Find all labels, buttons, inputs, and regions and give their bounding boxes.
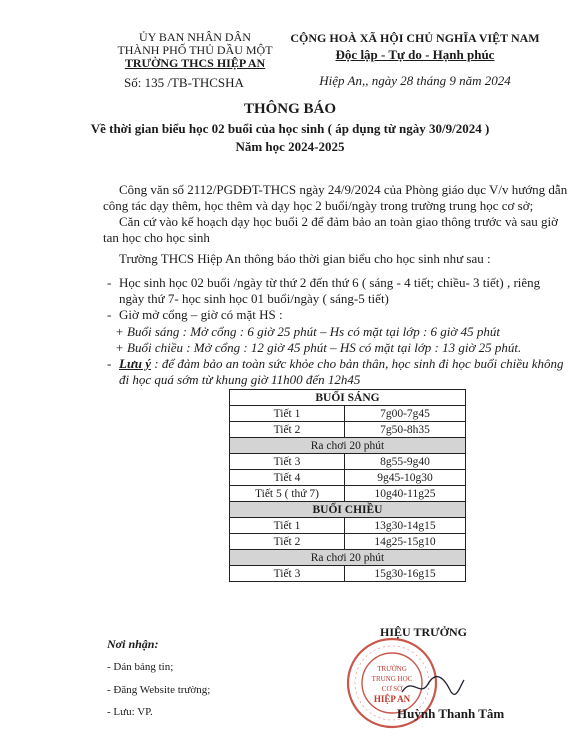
bullet-dash: -	[107, 356, 112, 371]
table-row	[230, 438, 466, 454]
break-row: Ra chơi 20 phút	[230, 438, 466, 454]
stamp-text-line-1: TRƯỜNG	[377, 665, 407, 673]
document-date: Hiệp An,, ngày 28 tháng 9 năm 2024	[319, 73, 511, 88]
paragraph-3: Trường THCS Hiệp An thông báo thời gian biểu cho học sinh như sau :	[119, 251, 491, 266]
national-title: CỘNG HOÀ XÃ HỘI CHỦ NGHĨA VIỆT NAM	[290, 31, 540, 45]
document-title: THÔNG BÁO	[243, 101, 337, 117]
time-cell: 8g55-9g40	[345, 454, 466, 470]
time-cell: 7g50-8h35	[345, 422, 466, 438]
table-row	[230, 550, 466, 566]
signature	[398, 672, 468, 700]
morning-gate-time: + Buổi sáng : Mở cổng : 6 giờ 25 phút – Hs có mặt tại lớp : 6 giờ 45 phút	[115, 324, 500, 339]
bullet-dash: -	[107, 275, 112, 290]
table-row	[230, 422, 466, 438]
table-row	[230, 502, 466, 518]
recipient-item: - Lưu: VP.	[107, 706, 153, 718]
bullet-2: Giờ mở cổng – giờ có mặt HS :	[119, 307, 283, 322]
table-row	[230, 566, 466, 582]
time-cell: 13g30-14g15	[345, 518, 466, 534]
period-cell: Tiết 2	[230, 534, 345, 550]
stamp-text-line-3: CƠ SỞ	[381, 685, 403, 693]
paragraph-2-line-1: Căn cứ vào kế hoạch dạy học buổi 2 để đảm bảo an toàn giao thông trước và sau giờ	[119, 214, 559, 229]
recipient-item: - Đăng Website trường;	[107, 684, 211, 696]
issuer-line-1: ỦY BAN NHÂN DÂN	[139, 30, 251, 44]
national-motto: Độc lập - Tự do - Hạnh phúc	[335, 47, 495, 62]
note-line-2: đi học quá sớm từ khung giờ 11h00 đến 12h45	[119, 372, 361, 387]
morning-header: BUỔI SÁNG	[230, 390, 466, 406]
stamp-text-line-4: HIỆP AN	[373, 694, 411, 704]
afternoon-header: BUỔI CHIỀU	[230, 502, 466, 518]
document-number: Số: 135 /TB-THCSHA	[124, 75, 244, 90]
table-row	[230, 470, 466, 486]
break-row: Ra chơi 20 phút	[230, 550, 466, 566]
recipient-item: - Dán bảng tin;	[107, 661, 174, 673]
paragraph-2-line-2: tan học cho học sinh	[103, 230, 210, 245]
period-cell: Tiết 5 ( thứ 7)	[230, 486, 345, 502]
afternoon-gate-time: + Buổi chiều : Mở cổng : 12 giờ 45 phút – HS có mặt tại lớp : 13 giờ 25 phút.	[115, 340, 522, 355]
note-label: Lưu ý	[119, 356, 151, 371]
bullet-1-line-2: ngày thứ 7- học sinh học 01 buổi/ngày ( sáng-5 tiết)	[119, 291, 389, 306]
table-row	[230, 390, 466, 406]
signer-title: HIỆU TRƯỞNG	[380, 625, 468, 639]
signer-name: Huỳnh Thanh Tâm	[397, 706, 505, 721]
note-line-1	[119, 356, 564, 372]
time-cell: 9g45-10g30	[345, 470, 466, 486]
school-name: TRƯỜNG THCS HIỆP AN	[124, 56, 266, 70]
note-text: : để đảm bảo an toàn sức khỏe cho bản thân, học sinh đi học buổi chiều không	[154, 356, 564, 371]
school-year: Năm học 2024-2025	[235, 139, 345, 154]
recipients-label: Nơi nhận:	[107, 637, 159, 651]
period-cell: Tiết 4	[230, 470, 345, 486]
schedule-table	[229, 389, 466, 582]
table-row	[230, 486, 466, 502]
issuer-line-2: THÀNH PHỐ THỦ DẦU MỘT	[117, 43, 273, 57]
time-cell: 14g25-15g10	[345, 534, 466, 550]
table-row	[230, 518, 466, 534]
time-cell: 7g00-7g45	[345, 406, 466, 422]
paragraph-1-line-1: Công văn số 2112/PGDĐT-THCS ngày 24/9/2024 của Phòng giáo dục V/v hướng dẫn	[119, 182, 568, 197]
bullet-1-line-1: Học sinh học 02 buổi /ngày từ thứ 2 đến thứ 6 ( sáng - 4 tiết; chiều- 3 tiết) , riêng	[119, 275, 541, 290]
period-cell: Tiết 3	[230, 454, 345, 470]
period-cell: Tiết 3	[230, 566, 345, 582]
bullet-dash: -	[107, 307, 112, 322]
paragraph-1-line-2: công tác dạy thêm, học thêm và dạy học 2 buổi/ngày trong trường trung học cơ sở;	[103, 198, 534, 213]
document-subtitle: Về thời gian biểu học 02 buổi của học sinh ( áp dụng từ ngày 30/9/2024 )	[90, 121, 490, 136]
period-cell: Tiết 1	[230, 406, 345, 422]
time-cell: 15g30-16g15	[345, 566, 466, 582]
table-row	[230, 534, 466, 550]
period-cell: Tiết 2	[230, 422, 345, 438]
time-cell: 10g40-11g25	[345, 486, 466, 502]
table-row	[230, 406, 466, 422]
period-cell: Tiết 1	[230, 518, 345, 534]
table-row	[230, 454, 466, 470]
stamp-text-line-2: TRUNG HỌC	[371, 675, 413, 683]
